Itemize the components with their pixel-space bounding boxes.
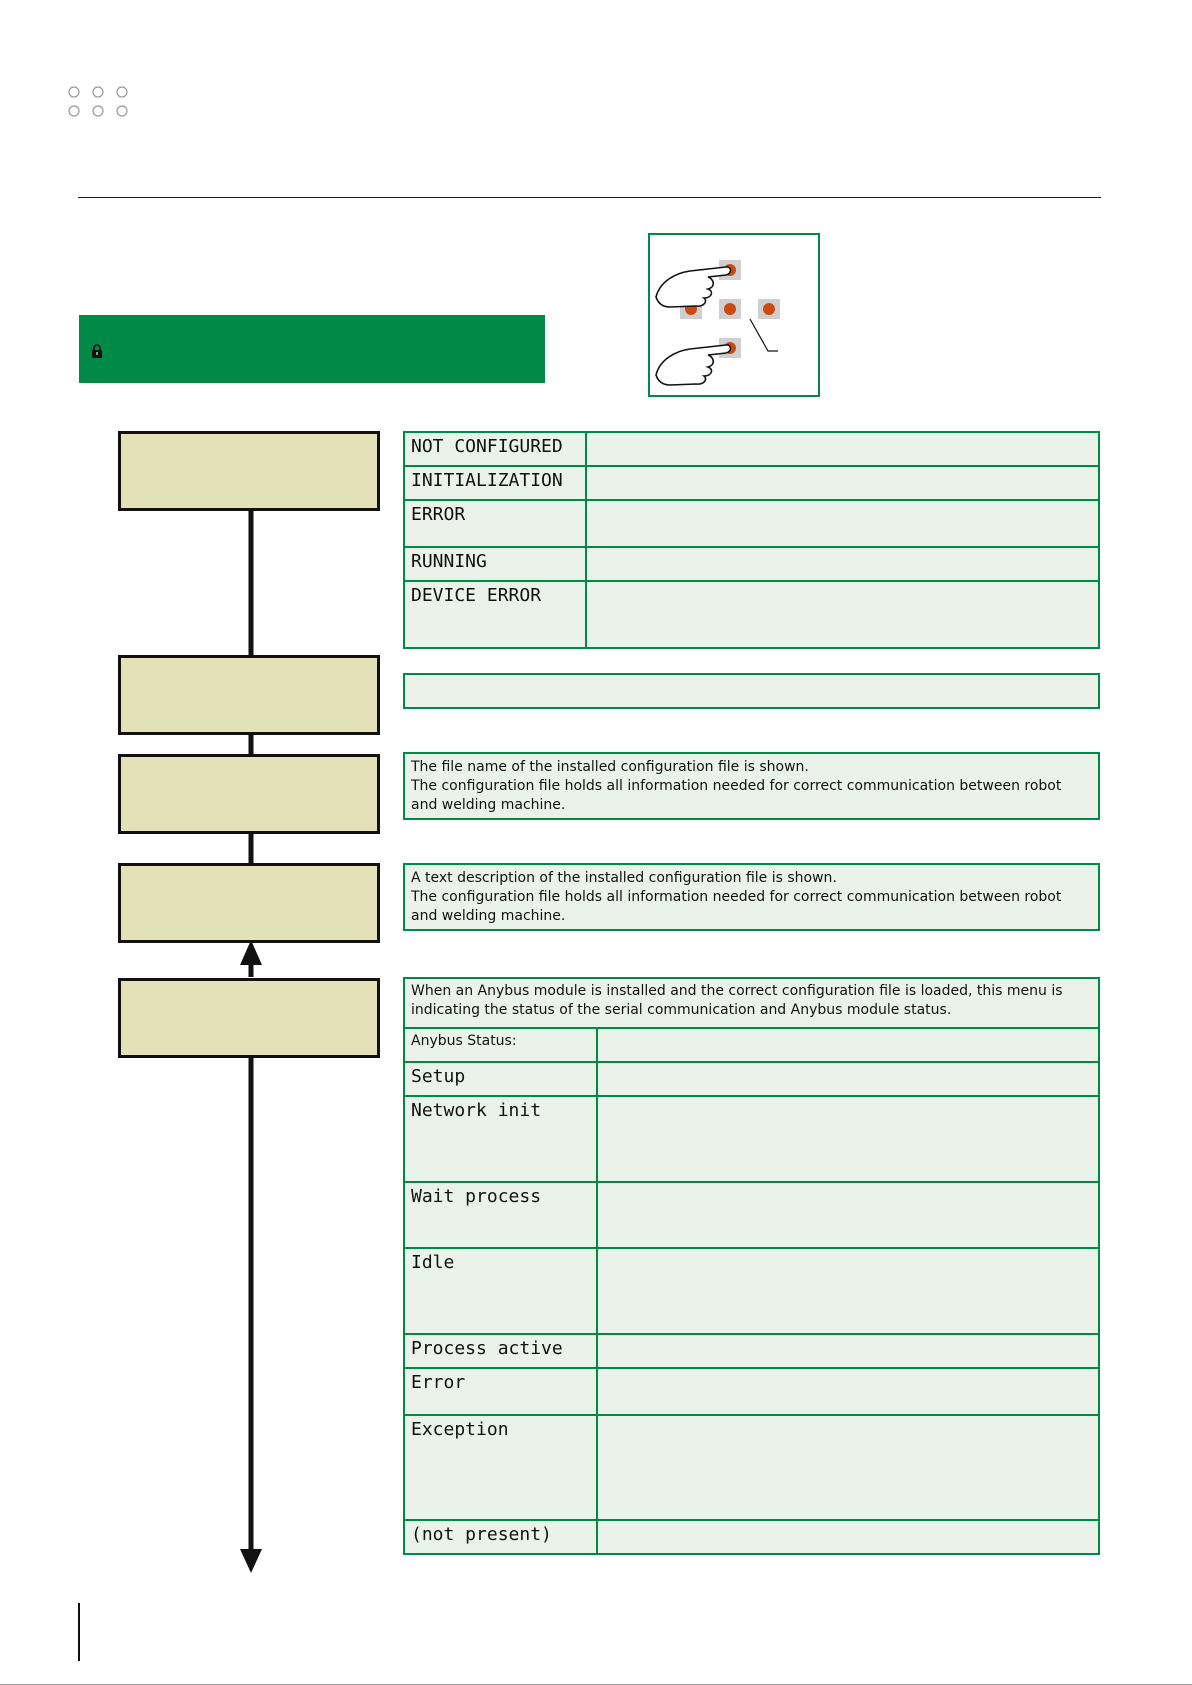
lock-icon [91,344,103,358]
table-row [404,1415,1099,1520]
table-row [404,1062,1099,1096]
anybus-intro: When an Anybus module is installed and the correct configuration file is loaded, this menu is indicating the status of the serial communication and Anybus module status. [404,978,1099,1028]
status-desc [586,466,1099,500]
lcd-line [129,508,369,511]
anybus-desc [597,1028,1099,1062]
anybus-key: Wait process [404,1182,597,1248]
anybus-desc [597,1368,1099,1415]
hand-bottom-icon [656,345,731,385]
config-descr-box [403,863,1100,931]
section-bar [79,315,545,383]
lcd-line [129,1055,369,1058]
button-panel [648,233,820,397]
lcd-status [118,431,380,511]
table-row [404,1520,1099,1554]
status-key: NOT CONFIGURED [404,432,586,466]
button-center-icon [724,303,736,315]
footer-rule [78,1603,80,1661]
table-row [404,1334,1099,1368]
status-desc [586,500,1099,547]
table-row [404,1248,1099,1334]
anybus-key: Network init [404,1096,597,1182]
anybus-desc [597,1096,1099,1182]
status-key: ERROR [404,500,586,547]
anybus-desc [597,1182,1099,1248]
status-desc [586,432,1099,466]
dots-logo-icon [68,86,132,118]
anybus-table [403,977,1100,1555]
lcd-line [129,831,369,834]
config-descr-line2: The configuration file holds all information needed for correct communication between robot and welding machine. [411,889,1062,924]
anybus-key: Process active [404,1334,597,1368]
table-row [404,500,1099,547]
status-key: INITIALIZATION [404,466,586,500]
software-box [403,673,1100,709]
lcd-config-descr [118,863,380,943]
lcd-line [129,732,369,735]
header-rule [78,197,1101,198]
table-row [404,466,1099,500]
table-row [404,1096,1099,1182]
arrow-down-icon [240,1549,262,1573]
button-right-icon [763,303,775,315]
anybus-desc [597,1248,1099,1334]
lcd-software [118,655,380,735]
anybus-desc [597,1062,1099,1096]
status-desc [586,547,1099,581]
table-row [404,1182,1099,1248]
config-name-line1: The file name of the installed configuration file is shown. [411,759,809,775]
table-row [404,547,1099,581]
table-row [404,1368,1099,1415]
lcd-line [129,940,369,943]
config-name-line2: The configuration file holds all information needed for correct communication between robot and welding machine. [411,778,1062,813]
anybus-key: Setup [404,1062,597,1096]
status-key: DEVICE ERROR [404,581,586,648]
table-row [404,581,1099,648]
table-row [404,1028,1099,1062]
status-desc [586,581,1099,648]
config-name-box [403,752,1100,820]
table-row [404,432,1099,466]
anybus-key: Exception [404,1415,597,1520]
lcd-config-name [118,754,380,834]
status-key: RUNNING [404,547,586,581]
table-row [404,978,1099,1028]
anybus-key: Anybus Status: [404,1028,597,1062]
anybus-desc [597,1415,1099,1520]
anybus-desc [597,1520,1099,1554]
anybus-desc [597,1334,1099,1368]
anybus-key: Idle [404,1248,597,1334]
config-descr-line1: A text description of the installed configuration file is shown. [411,870,837,886]
anybus-key: Error [404,1368,597,1415]
anybus-key: (not present) [404,1520,597,1554]
panel-illustration [650,235,818,395]
status-table [403,431,1100,649]
lcd-anybus [118,978,380,1058]
